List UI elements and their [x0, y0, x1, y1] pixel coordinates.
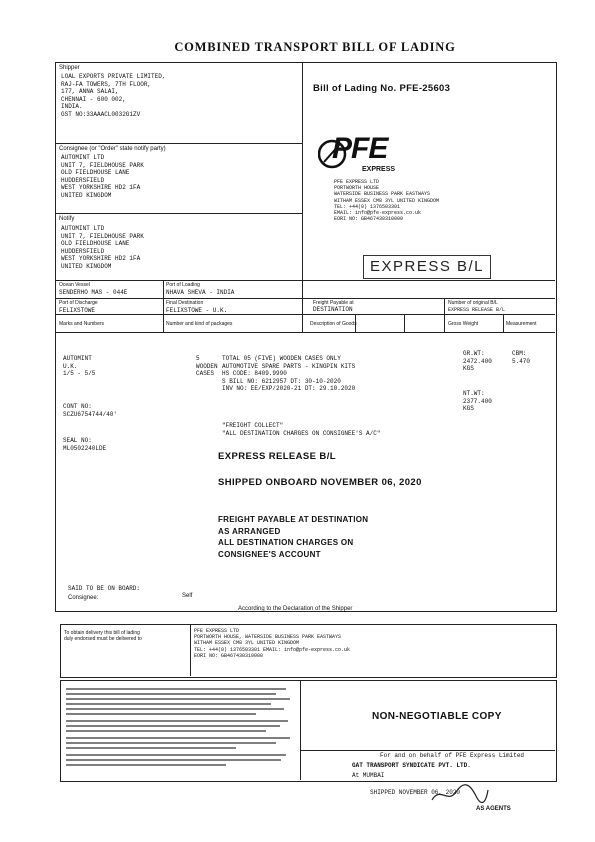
fine-print-lines [66, 686, 294, 774]
signature-for-line: For and on behalf of PFE Express Limited [380, 752, 525, 759]
gross-weight: GR.WT: 2472.400 KGS [463, 350, 492, 372]
seal-number: SEAL NO: ML0502240LDE [63, 437, 107, 452]
freight-notes: "FREIGHT COLLECT" "ALL DESTINATION CHARGES ON CONSIGNEE'S A/C" [222, 422, 381, 437]
marks-header: Marks and Numbers [59, 321, 105, 327]
lower-consignee-label: Consignee: [68, 595, 99, 601]
final-destination-value: FELIXSTOWE - U.K. [166, 307, 228, 314]
measurement-header: Measurement [506, 321, 537, 327]
consignee-address: AUTOMINT LTD UNIT 7, FIELDHOUSE PARK OLD FIELDHOUSE LANE HUDDERSFIELD WEST YORKSHIRE HD2 1FA UNITED KINGDOM [61, 154, 144, 199]
bl-number: Bill of Lading No. PFE-25603 [313, 83, 451, 94]
discharge-port-label: Port of Discharge [59, 300, 98, 306]
vessel-label: Ocean Vessel [59, 282, 90, 288]
express-bl-stamp: EXPRESS B/L [363, 255, 491, 279]
document-title: COMBINED TRANSPORT BILL OF LADING [174, 40, 456, 54]
freight-payable-value: DESTINATION [313, 306, 353, 313]
packages-header: Number and kind of packages [166, 321, 233, 327]
shipped-onboard-stamp: SHIPPED ONBOARD NOVEMBER 06, 2020 [218, 477, 422, 488]
said-on-board: SAID TO BE ON BOARD: [68, 585, 141, 592]
carrier-address: PFE EXPRESS LTD PORTWORTH HOUSE WATERSIDE BUSINESS PARK EASTWAYS WITHAM ESSEX CM8 3YL UNITED KINGDOM TEL: +44(0) 1376503301 EMAIL: info@pfe-express.co.uk EORI NO: GB467430310000 [334, 179, 440, 223]
lower-consignee-value: Self [182, 593, 193, 599]
measurement-value: CBM: 5.470 [512, 350, 531, 365]
as-agents-label: AS AGENTS [476, 806, 511, 812]
loading-port-value: NHAVA SHEVA - INDIA [166, 289, 235, 296]
signature-agent: GAT TRANSPORT SYNDICATE PVT. LTD. [352, 762, 471, 769]
non-negotiable-stamp: NON-NEGOTIABLE COPY [372, 711, 502, 722]
loading-port-label: Port of Loading [166, 282, 200, 288]
net-weight: NT.WT: 2377.400 KGS [463, 390, 492, 412]
delivery-instruction: To obtain delivery this bill of lading duly endorsed must be delivered to [64, 630, 142, 643]
description-header: Description of Goods [310, 321, 357, 327]
package-values: 5 WOODEN CASES [196, 355, 218, 377]
shipper-label: Shipper [59, 65, 80, 71]
original-bl-value: EXPRESS RELEASE B/L [448, 307, 506, 313]
shipper-declaration: According to the Declaration of the Shipper [238, 606, 353, 612]
goods-description: TOTAL 05 (FIVE) WOODEN CASES ONLY AUTOMOTIVE SPARE PARTS - KINGPIN KITS HS CODE: 8409.9990 S BILL NO: 6212957 DT: 30-10-2020 INV NO: EE/EXP/2020-21 DT: 29.10.2020 [222, 355, 356, 392]
gross-weight-header: Gross Weight [448, 321, 479, 327]
vessel-value: SENDERHO MAS - 044E [59, 289, 128, 296]
final-destination-label: Final Destination [166, 300, 204, 306]
notify-label: Notify [59, 216, 75, 222]
notify-address: AUTOMINT LTD UNIT 7, FIELDHOUSE PARK OLD FIELDHOUSE LANE HUDDERSFIELD WEST YORKSHIRE HD2 1FA UNITED KINGDOM [61, 225, 144, 270]
delivery-address: PFE EXPRESS LTD PORTWORTH HOUSE, WATERSIDE BUSINESS PARK EASTWAYS WITHAM ESSEX CM8 3YL UNITED KINGDOM TEL: +44(0) 1376503301 EMAIL: info@pfe-express.co.uk EORI NO: GB467430310000 [194, 628, 351, 659]
discharge-port-value: FELIXSTOWE [59, 307, 96, 314]
shipper-address: LOAL EXPORTS PRIVATE LIMITED, RAJ-FA TOWERS, 7TH FLOOR, 177, ANNA SALAI, CHENNAI - 600 002, INDIA. GST NO:33AAACL0032G1ZV [61, 73, 166, 118]
original-bl-label: Number of original B/L [448, 300, 498, 306]
consignee-label: Consignee (or "Order" state notify party) [59, 146, 166, 152]
marks-values: AUTOMINT U.K. 1/5 - 5/5 [63, 355, 96, 377]
signature-place: At MUMBAI [352, 772, 385, 779]
express-release-stamp: EXPRESS RELEASE B/L [218, 451, 336, 462]
logo-subtext: EXPRESS [362, 166, 396, 173]
signature-scribble [430, 782, 490, 806]
signature-date: SHIPPED NOVEMBER 06, 2020 [370, 789, 461, 796]
freight-payable-stamp: FREIGHT PAYABLE AT DESTINATION AS ARRANGED ALL DESTINATION CHARGES ON CONSIGNEE'S ACCOUNT [218, 515, 369, 559]
container-number: CONT NO: SCZU6754744/40' [63, 403, 118, 418]
logo-text: PFE [332, 132, 388, 165]
terms-fine-print [66, 686, 294, 774]
freight-payable-label: Freight Payable at [313, 300, 354, 306]
